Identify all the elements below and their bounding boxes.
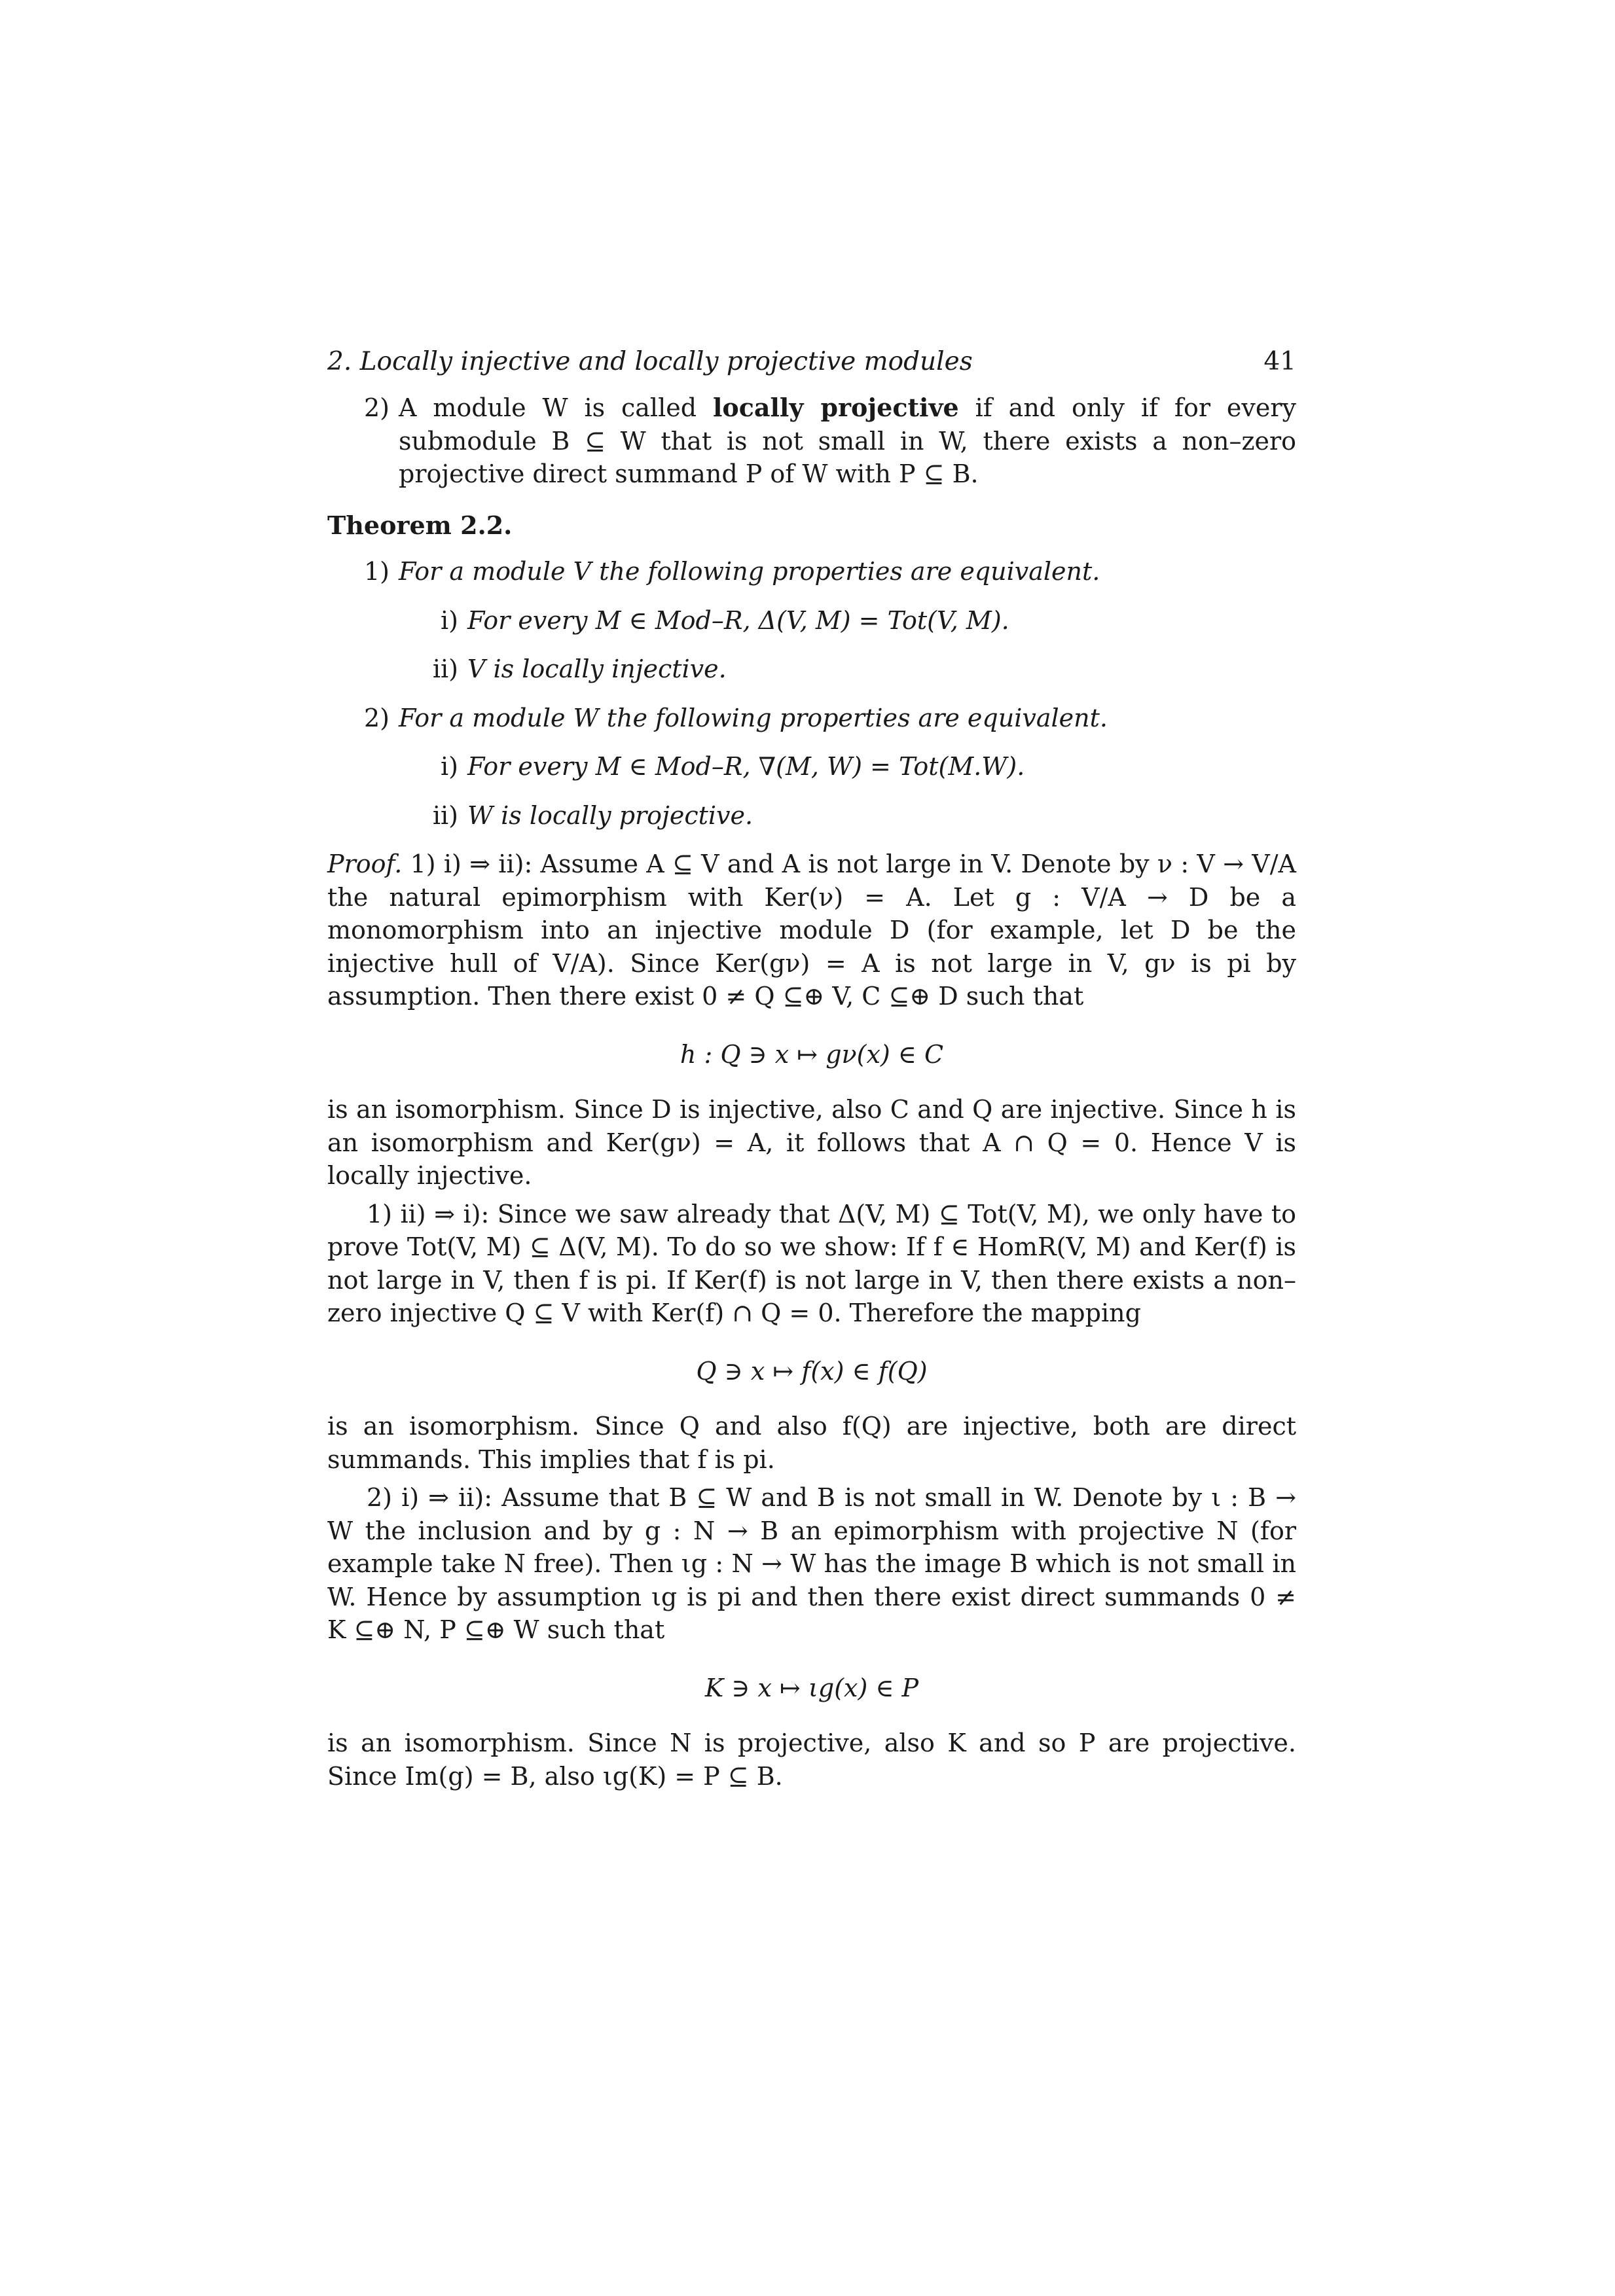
- proof-paragraph-3: 1) ii) ⇒ i): Since we saw already that Δ(V, M) ⊆ Tot(V, M), we only have to prove Tot(V, M) ⊆ Δ(V, M). To do so we show: If f ∈ HomR(V, M) and Ker(f) is not large in V, then f is pi. If Ker(f) is not large in V, then there exists a non–zero injective Q ⊆ V with Ker(f) ∩ Q = 0. Therefore the mapping: [327, 1199, 1296, 1327]
- definition-item-2: [327, 391, 1296, 491]
- theorem-part-1: [327, 555, 1296, 588]
- display-equation-3: K ∋ x ↦ ιg(x) ∈ P: [704, 1673, 919, 1702]
- theorem-part-1-text: For a module V the following properties are equivalent.: [399, 557, 1100, 586]
- running-title: 2. Locally injective and locally projective modules: [327, 347, 973, 376]
- display-equation-1: h : Q ∋ x ↦ gν(x) ∈ C: [680, 1039, 944, 1069]
- page-number: 41: [1263, 347, 1296, 376]
- theorem-part-1-ii-text: V is locally injective.: [467, 655, 727, 683]
- theorem-part-2-ii-number: ii): [432, 800, 458, 830]
- definition-term: locally projective: [712, 393, 959, 422]
- theorem-part-2-i-number: i): [441, 752, 458, 781]
- proof-paragraph-6: is an isomorphism. Since N is projective, also K and so P are projective. Since Im(g) = B, also ιg(K) = P ⊆ B.: [327, 1729, 1296, 1791]
- definition-pre-text: A module W is called: [399, 393, 713, 422]
- definition-item-text: [399, 391, 1296, 491]
- theorem-part-1-number: 1): [363, 557, 390, 586]
- theorem-part-2-i-text: For every M ∈ Mod–R, ∇(M, W) = Tot(M.W).: [467, 752, 1025, 781]
- display-equation-2: Q ∋ x ↦ f(x) ∈ f(Q): [696, 1356, 928, 1386]
- theorem-part-1-i-number: i): [441, 605, 458, 635]
- theorem-part-1-i-text: For every M ∈ Mod–R, Δ(V, M) = Tot(V, M).: [467, 605, 1009, 635]
- definition-post-text: if and only if for every submodule B ⊆ W that is not small in W, there exists a non–zero projective direct summand P of W with P ⊆ B.: [399, 393, 1296, 488]
- theorem-part-2: [327, 702, 1296, 735]
- proof-label: Proof.: [327, 850, 403, 878]
- page-content: [327, 347, 1296, 1793]
- theorem-label: Theorem 2.2.: [327, 510, 513, 540]
- theorem-part-1-ii-number: ii): [432, 655, 458, 683]
- theorem-part-2-i: [327, 750, 1296, 783]
- proof-paragraph-1: [327, 848, 1296, 1013]
- theorem-part-1-i: [327, 604, 1296, 637]
- proof-paragraph-1-text: 1) i) ⇒ ii): Assume A ⊆ V and A is not large in V. Denote by ν : V → V/A the natural epimorphism with Ker(ν) = A. Let g : V/A → D be a monomorphism into an injective module D (for example, let D be the injective hull of V/A). Since Ker(gν) = A is not large in V, gν is pi by assumption. Then there exist 0 ≠ Q ⊆⊕ V, C ⊆⊕ D such that: [327, 850, 1296, 1011]
- theorem-part-2-text: For a module W the following properties are equivalent.: [399, 703, 1108, 732]
- theorem-part-2-ii-text: W is locally projective.: [467, 800, 753, 830]
- proof-paragraph-4: is an isomorphism. Since Q and also f(Q) are injective, both are direct summands. This implies that f is pi.: [327, 1412, 1296, 1474]
- proof-paragraph-2: is an isomorphism. Since D is injective, also C and Q are injective. Since h is an isomorphism and Ker(gν) = A, it follows that A ∩ Q = 0. Hence V is locally injective.: [327, 1095, 1296, 1190]
- theorem-part-1-ii: [327, 653, 1296, 686]
- theorem-part-2-ii: [327, 799, 1296, 833]
- proof-paragraph-5: 2) i) ⇒ ii): Assume that B ⊆ W and B is not small in W. Denote by ι : B → W the inclusion and by g : N → B an epimorphism with projective N (for example take N free). Then ιg : N → W has the image B which is not small in W. Hence by assumption ιg is pi and then there exist direct summands 0 ≠ K ⊆⊕ N, P ⊆⊕ W such that: [327, 1483, 1296, 1644]
- theorem-part-2-number: 2): [363, 703, 390, 732]
- running-header: [327, 347, 1296, 386]
- definition-item-number: 2): [363, 393, 390, 422]
